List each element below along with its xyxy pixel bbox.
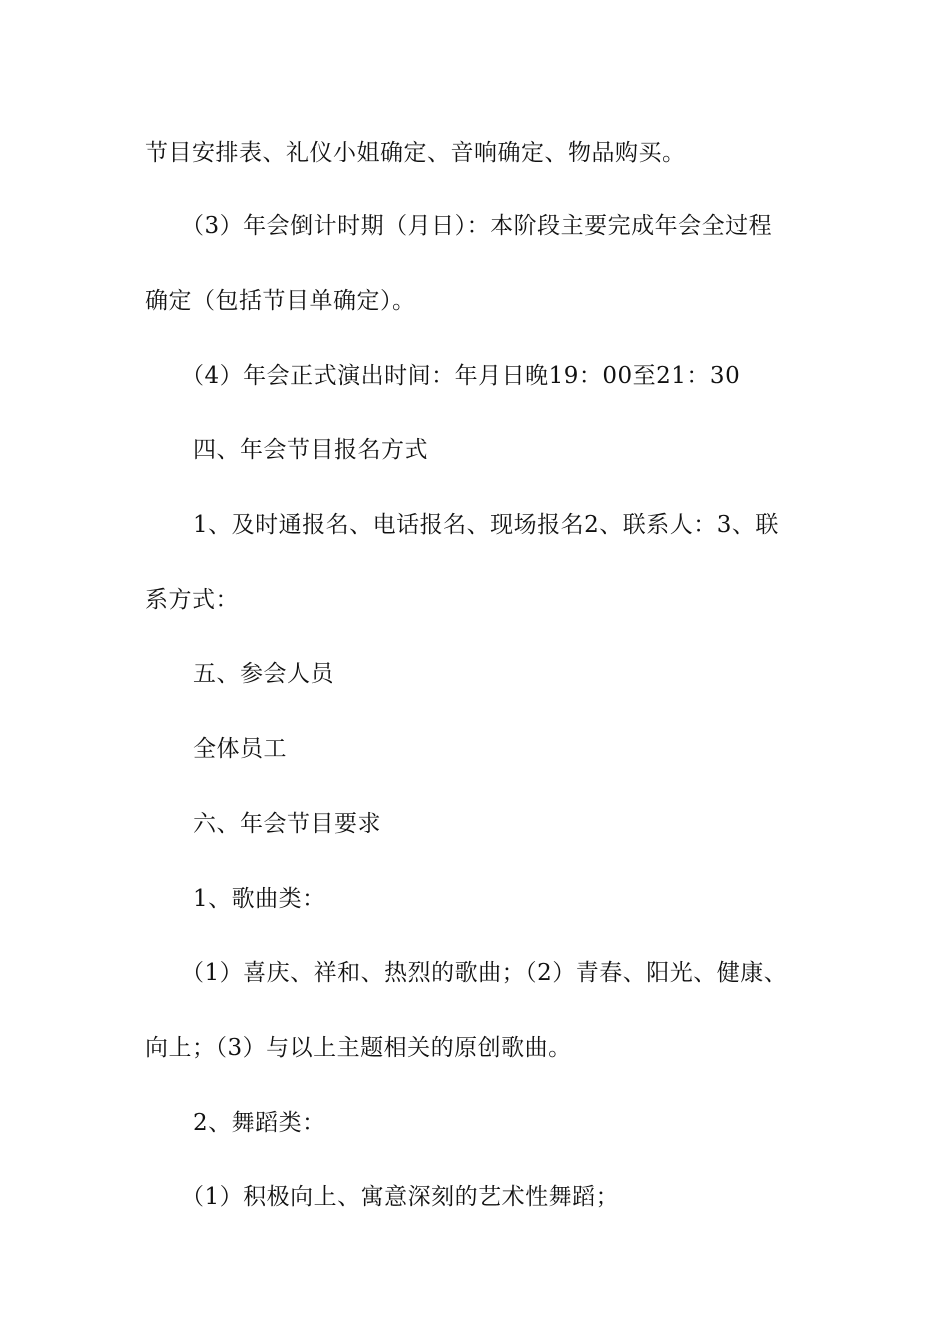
paragraph-line: 确定（包括节目单确定）。 [145,288,416,314]
paragraph-line: （4）年会正式演出时间：年月日晚19：00至21：30 [181,363,741,389]
section-heading: 六、年会节目要求 [193,811,381,837]
subsection-heading: 2、舞蹈类： [193,1110,326,1136]
paragraph-line: 1、及时通报名、电话报名、现场报名2、联系人：3、联 [193,512,779,538]
paragraph-line: 全体员工 [193,736,287,762]
paragraph-line: 向上；（3）与以上主题相关的原创歌曲。 [145,1035,572,1061]
subsection-heading: 1、歌曲类： [193,886,326,912]
section-heading: 五、参会人员 [193,661,334,687]
section-heading: 四、年会节目报名方式 [193,437,428,463]
paragraph-line: 节目安排表、礼仪小姐确定、音响确定、物品购买。 [145,140,686,166]
paragraph-line: （3）年会倒计时期（月日）：本阶段主要完成年会全过程 [181,213,773,239]
paragraph-line: 系方式： [145,587,239,613]
paragraph-line: （1）喜庆、祥和、热烈的歌曲；（2）青春、阳光、健康、 [181,960,788,986]
paragraph-line: （1）积极向上、寓意深刻的艺术性舞蹈； [181,1184,620,1210]
